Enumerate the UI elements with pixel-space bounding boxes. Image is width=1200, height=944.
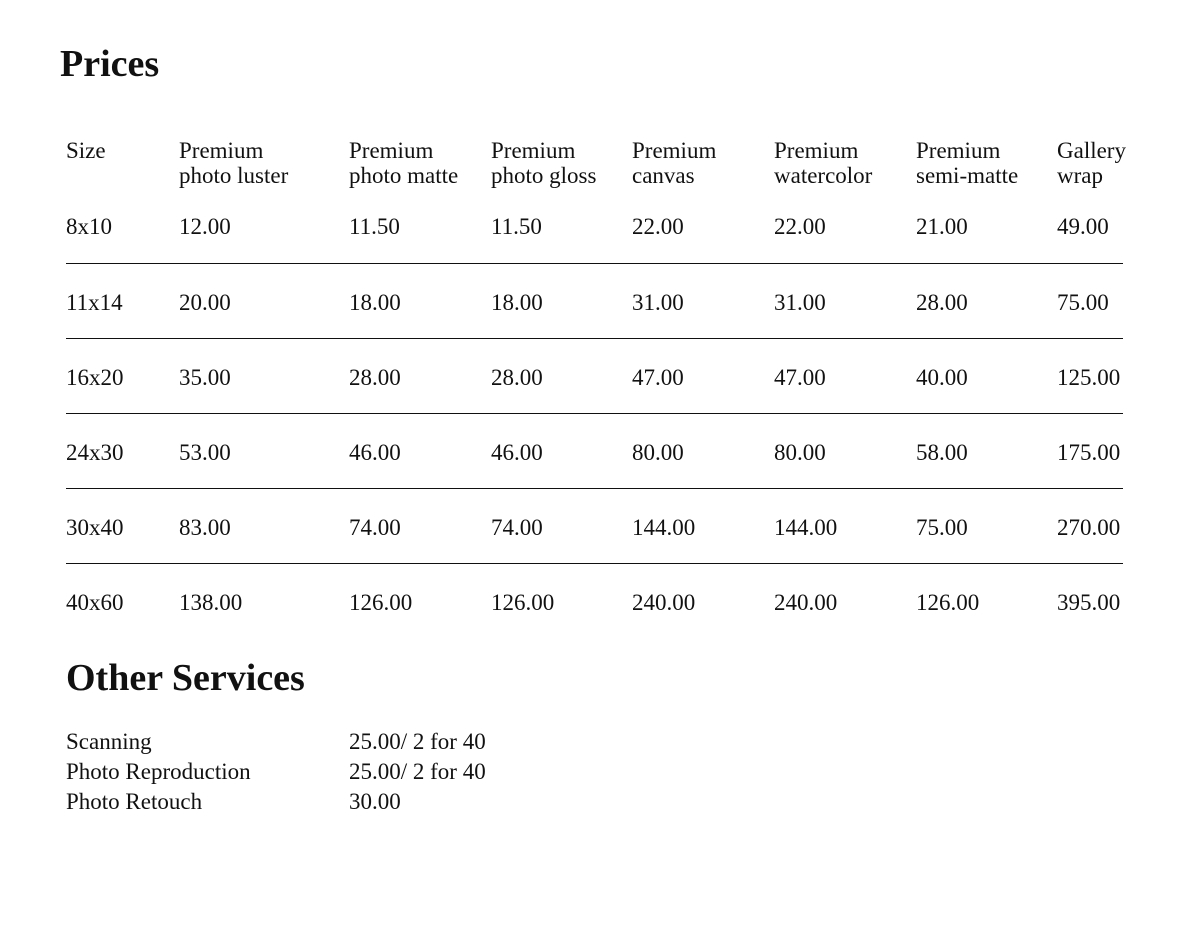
price-cell: 80.00 [632,413,774,488]
column-header: Premium semi-matte [916,138,1019,188]
price-cell: 11.50 [491,214,632,263]
size-cell: 16x20 [66,338,179,413]
price-cell: 21.00 [916,214,1057,263]
price-cell: 270.00 [1057,488,1123,563]
price-cell: 47.00 [632,338,774,413]
size-cell: 40x60 [66,589,124,615]
price-cell: 58.00 [916,413,1057,488]
price-cell: 126.00 [916,589,980,615]
price-cell: 395.00 [1057,589,1121,615]
table-row [66,413,1123,488]
price-cell: 53.00 [179,413,349,488]
list-item [66,727,486,757]
price-cell: 126.00 [491,589,555,615]
price-cell: 80.00 [774,413,916,488]
table-row [66,488,1123,563]
prices-heading: Prices [60,43,160,85]
price-cell: 125.00 [1057,338,1123,413]
service-price: 25.00/ 2 for 40 [349,729,486,754]
price-cell: 18.00 [491,263,632,338]
column-header: Premium photo gloss [491,138,597,188]
column-header: Premium photo luster [179,138,289,188]
size-cell: 8x10 [66,214,179,263]
price-cell: 22.00 [632,214,774,263]
service-price: 25.00/ 2 for 40 [349,759,486,784]
price-cell: 75.00 [1057,263,1123,338]
price-cell: 12.00 [179,214,349,263]
price-cell: 138.00 [179,589,243,615]
price-cell: 31.00 [774,263,916,338]
other-services-heading: Other Services [66,657,305,699]
price-cell: 35.00 [179,338,349,413]
size-cell: 24x30 [66,413,179,488]
price-cell: 20.00 [179,263,349,338]
price-cell: 144.00 [632,488,774,563]
service-price: 30.00 [349,789,401,814]
price-cell: 40.00 [916,338,1057,413]
table-row [66,214,1123,263]
table-row [66,563,1123,638]
column-header: Premium canvas [632,138,717,188]
price-cell: 74.00 [491,488,632,563]
price-cell: 18.00 [349,263,491,338]
table-header-row [66,136,1123,214]
price-cell: 22.00 [774,214,916,263]
price-cell: 144.00 [774,488,916,563]
size-cell: 11x14 [66,263,179,338]
price-cell: 28.00 [349,338,491,413]
price-cell: 28.00 [916,263,1057,338]
list-item [66,757,486,787]
price-cell: 240.00 [632,589,696,615]
price-cell: 74.00 [349,488,491,563]
price-cell: 11.50 [349,214,491,263]
column-header: Premium photo matte [349,138,459,188]
price-cell: 75.00 [916,488,1057,563]
size-cell: 30x40 [66,488,179,563]
price-cell: 47.00 [774,338,916,413]
column-header: Size [66,138,106,163]
service-name: Photo Reproduction [66,759,251,784]
price-cell: 46.00 [491,413,632,488]
price-cell: 46.00 [349,413,491,488]
table-row [66,263,1123,338]
price-cell: 126.00 [349,589,413,615]
price-cell: 83.00 [179,488,349,563]
service-name: Photo Retouch [66,789,203,814]
column-header: Gallery wrap [1057,138,1126,188]
list-item [66,787,486,817]
service-name: Scanning [66,729,152,754]
price-cell: 28.00 [491,338,632,413]
price-cell: 240.00 [774,589,838,615]
price-cell: 175.00 [1057,413,1123,488]
price-cell: 49.00 [1057,214,1123,263]
table-row [66,338,1123,413]
column-header: Premium watercolor [774,138,873,188]
prices-table [66,136,1126,638]
price-cell: 31.00 [632,263,774,338]
services-list [66,727,486,817]
